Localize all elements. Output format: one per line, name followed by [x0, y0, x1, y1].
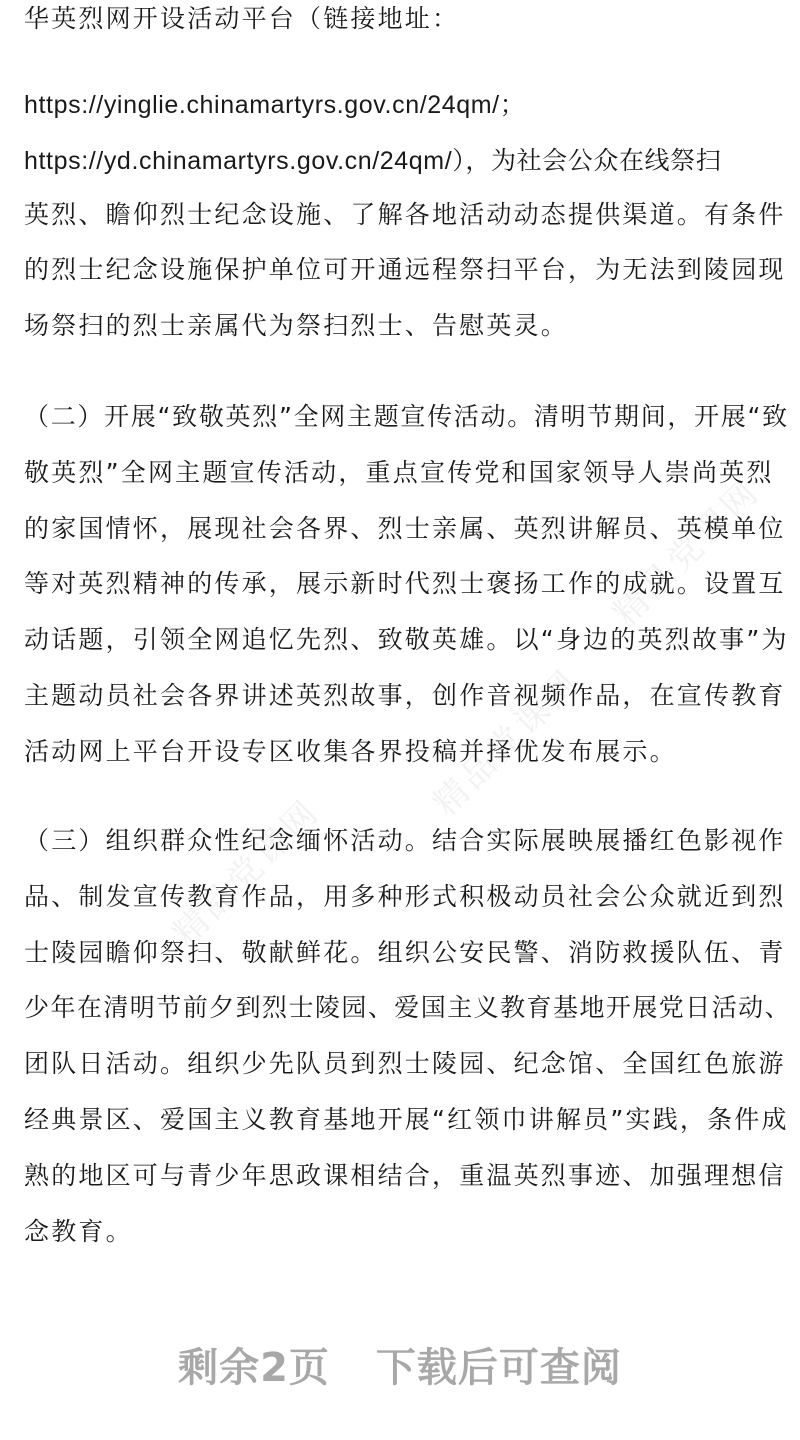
text-line: 活动网上平台开设专区收集各界投稿并择优发布展示。 — [24, 737, 677, 766]
download-to-view-label: 下载后可查阅 — [375, 1345, 622, 1391]
remaining-pages-label: 剩余2页 — [178, 1345, 330, 1391]
download-prompt-banner[interactable] — [0, 1336, 800, 1393]
watermark: 精品党课网 — [425, 661, 589, 824]
text-line: 品、制发宣传教育作品，用多种形式积极动员社会公众就近到烈 — [24, 882, 786, 911]
text-line: 熟的地区可与青少年思政课相结合，重温英烈事迹、加强理想信 — [24, 1161, 786, 1190]
watermark: 精品党课网 — [605, 471, 769, 634]
text-line: 的家国情怀，展现社会各界、烈士亲属、英烈讲解员、英模单位 — [24, 514, 786, 543]
text-line: （三）组织群众性纪念缅怀活动。结合实际展映展播红色影视作 — [24, 826, 786, 855]
link-text[interactable]: https://yinglie.chinamartyrs.gov.cn/24qm/； — [24, 91, 526, 119]
text-line: 敬英烈”全网主题宣传活动，重点宣传党和国家领导人崇尚英烈 — [24, 458, 774, 487]
text-line: 士陵园瞻仰祭扫、敬献鲜花。组织公安民警、消防救援队伍、青 — [24, 938, 786, 967]
text-line: 少年在清明节前夕到烈士陵园、爱国主义教育基地开展党日活动、 — [24, 993, 792, 1022]
text-line: 等对英烈精神的传承，展示新时代烈士褒扬工作的成就。设置互 — [24, 569, 786, 598]
link-text[interactable]: https://yd.chinamartyrs.gov.cn/24qm/），为社会公众在线祭扫 — [24, 147, 722, 175]
text-line: 英烈、瞻仰烈士纪念设施、了解各地活动动态提供渠道。有条件 — [24, 200, 786, 229]
watermark: 精品党课网 — [165, 791, 329, 954]
text-line: 场祭扫的烈士亲属代为祭扫烈士、告慰英灵。 — [24, 311, 569, 340]
text-line: 团队日活动。组织少先队员到烈士陵园、纪念馆、全国红色旅游 — [24, 1049, 786, 1078]
text-line: 动话题，引领全网追忆先烈、致敬英雄。以“身边的英烈故事”为 — [24, 625, 789, 654]
text-line: （二）开展“致敬英烈”全网主题宣传活动。清明节期间，开展“致 — [24, 402, 789, 431]
text-line: 主题动员社会各界讲述英烈故事，创作音视频作品，在宣传教育 — [24, 681, 786, 710]
text-line: 的烈士纪念设施保护单位可开通远程祭扫平台，为无法到陵园现 — [24, 255, 786, 284]
text-line: 经典景区、爱国主义教育基地开展“红领巾讲解员”实践，条件成 — [24, 1105, 789, 1134]
text-line: 华英烈网开设活动平台（链接地址： — [24, 4, 460, 33]
text-line: 念教育。 — [24, 1217, 133, 1246]
